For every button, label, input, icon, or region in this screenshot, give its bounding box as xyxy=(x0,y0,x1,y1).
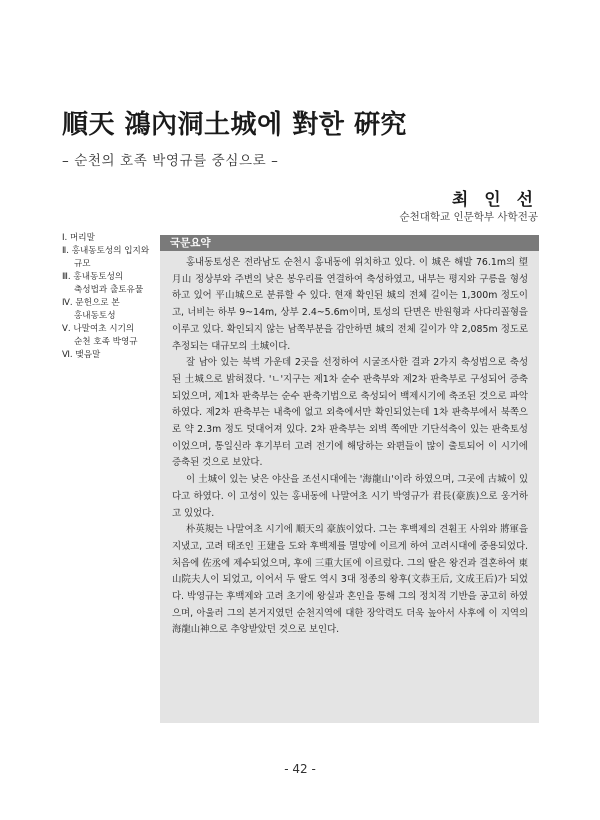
paper-subtitle: – 순천의 호족 박영규를 중심으로 – xyxy=(62,153,279,169)
paper-title: 順天 鴻內洞土城에 對한 硏究 xyxy=(62,110,407,140)
toc-item: Ⅳ. 문헌으로 본 xyxy=(62,298,120,308)
abstract-body xyxy=(160,251,539,639)
abstract-heading: 국문요약 xyxy=(160,235,539,251)
toc-item: Ⅲ. 홍내동토성의 xyxy=(62,272,124,282)
table-of-contents xyxy=(62,232,162,362)
page-number: - 42 - xyxy=(284,762,316,776)
toc-item: Ⅴ. 나말여초 시기의 xyxy=(62,324,135,334)
author-affiliation: 순천대학교 인문학부 사학전공 xyxy=(399,211,538,223)
toc-item: 축성법과 출토유물 xyxy=(74,285,144,295)
toc-item: 규모 xyxy=(74,259,91,269)
toc-item: 순천 호족 박영규 xyxy=(74,337,138,347)
toc-item: Ⅰ. 머리말 xyxy=(62,233,95,243)
abstract-paragraph: 홍내동토성은 전라남도 순천시 홍내동에 위치하고 있다. 이 城은 해발 76.1m의 望月山 정상부와 주변의 낮은 봉우리를 연결하여 축성하였고, 내부는 평지와 구릉을 형성하고 있어 平山城으로 분류할 수 있다. 현재 확인된 城의 전체 길이는 1,300m 정도이고, 너비는 하부 9~14m, 상부 2.4~5.6m이며, 토성의 단면은 반원형과 사다리꼴형을 이루고 있다. 확인되지 않는 남쪽부분을 감안하면 城의 전체 길이가 약 2,085m 정도로 추정되는 대규모의 土城이다. xyxy=(172,257,528,352)
toc-item: Ⅱ. 홍내동토성의 입지와 xyxy=(62,246,150,256)
abstract-box xyxy=(160,235,539,723)
author-name: 최 인 선 xyxy=(451,190,538,210)
abstract-paragraph: 朴英規는 나말여초 시기에 順天의 豪族이었다. 그는 후백제의 견훤王 사위와 將軍을 지냈고, 고려 태조인 王建을 도와 후백제를 멸망에 이르게 하여 고려시대에 중용되었다. 처음에 佐丞에 제수되었으며, 후에 三重大匡에 이르렀다. 그의 딸은 왕건과 결혼하여 東山院夫人이 되었고, 이어서 두 딸도 역시 3대 정종의 왕후(文恭王后, 文成王后)가 되었다. 박영규는 후백제와 고려 초기에 왕실과 혼인을 통해 그의 정치적 기반을 공고히 하였으며, 아울러 그의 본거지였던 순천지역에 대한 장악력도 더욱 높아서 사후에 이 지역의 海龍山神으로 추앙받았던 것으로 보인다. xyxy=(172,524,528,636)
abstract-paragraph: 잘 남아 있는 북벽 가운데 2곳을 선정하여 시굴조사한 결과 2가지 축성법으로 축성된 土城으로 밝혀졌다. 'ㄴ'지구는 제1차 순수 판축부와 제2차 판축부로 구성되어 증축되었으며, 제1차 판축부는 순수 판축기법으로 축성되어 백제시기에 축조된 것으로 파악하였다. 제2차 판축부는 내축에 없고 외축에서만 확인되었는데 1차 판축부에서 북쪽으로 약 2.3m 정도 덧대어져 있다. 2차 판축부는 외벽 쪽에만 기단석축이 있는 판축토성이었으며, 통일신라 후기부터 고려 전기에 해당하는 와편들이 많이 출토되어 이 시기에 증축된 것으로 보았다. xyxy=(172,357,528,469)
toc-item: Ⅵ. 맺음말 xyxy=(62,350,101,360)
toc-item: 홍내동토성 xyxy=(74,311,116,321)
abstract-paragraph: 이 土城이 있는 낮은 야산을 조선시대에는 '海龍山'이라 하였으며, 그곳에 古城이 있다고 하였다. 이 고성이 있는 홍내동에 나말여초 시기 박영규가 君長(豪族)으로 웅거하고 있었다. xyxy=(172,474,528,519)
